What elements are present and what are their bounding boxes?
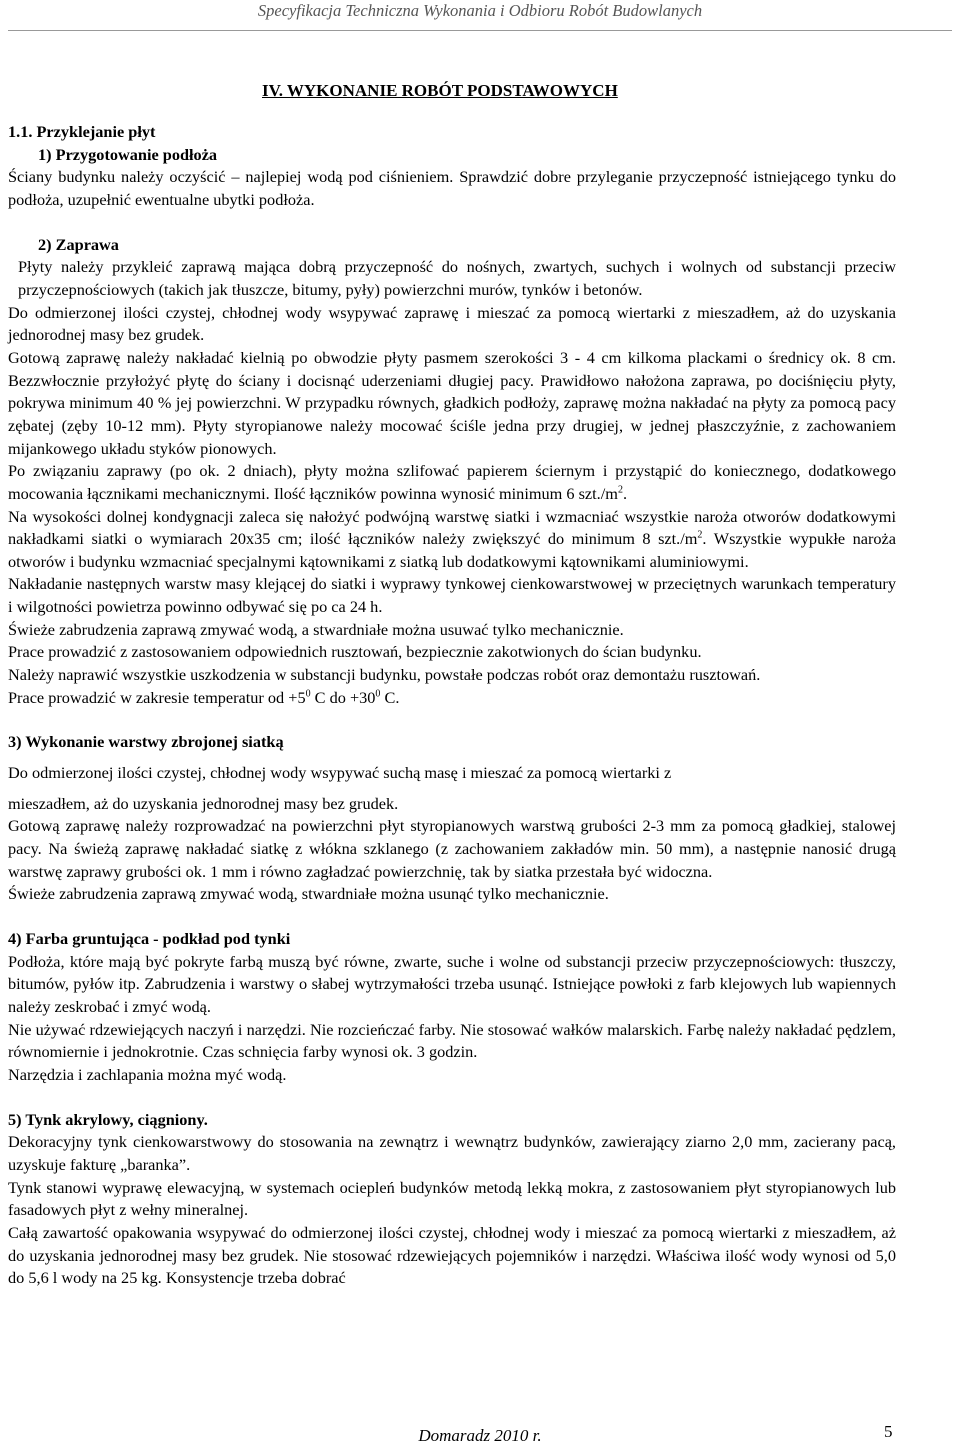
paragraph: Płyty należy przykleić zaprawą mająca dobrą przyczepność do nośnych, zwartych, suchych i wolnych od substancji przeciw przyczepnościowych (takich jak tłuszcze, bitumy, pyły) powierzchni murów, tynków i betonów. [18,257,896,299]
heading-3: 3) Wykonanie warstwy zbrojonej siatką [8,732,284,752]
paragraph: Do odmierzonej ilości czystej, chłodnej wody wsypywać suchą masę i mieszać za pomocą wiertarki z [8,763,672,783]
paragraph: Nie używać rdzewiejących naczyń i narzędzi. Nie rozcieńczać farby. Nie stosować wałków malarskich. Farbę należy nakładać pędzlem, równomiernie i jednokrotnie. Czas schnięcia farby wynosi ok. 3 godzin. [8,1019,896,1062]
paragraph: Prace prowadzić z zastosowaniem odpowiednich rusztowań, bezpiecznie zakotwionych do ścian budynku. [8,642,702,662]
paragraph-text: . [622,483,628,503]
paragraph: Całą zawartość opakowania wsypywać do odmierzonej ilości czystej, chłodnej wody i mieszać za pomocą wiertarki z mieszadłem, aż do uzyskania jednorodnej masy bez grudek. Nie stosować rdzewiejących pojemników i narzędzi. Właściwa ilość wody wynosi od 5,0 do 5,6 l wody na 25 kg. Konsystencje trzeba dobrać [8,1222,896,1288]
spacer [8,785,896,793]
paragraph: mieszadłem, aż do uzyskania jednorodnej masy bez grudek. [8,793,399,813]
spacer [8,709,896,731]
paragraph: Świeże zabrudzenia zaprawą zmywać wodą, a stwardniałe można usuwać tylko mechanicznie. [8,619,624,639]
paragraph-text: C do +30 [310,687,376,707]
paragraph-text: Ściany budynku należy oczyścić – najlepiej wodą pod ciśnieniem. Sprawdzić dobre przyleganie przyczepność istniejącego tynku do podłoża, uzupełnić ewentualne ubytki podłoża. [8,167,896,209]
page-number: 5 [884,1422,893,1441]
paragraph: Tynk stanowi wyprawę elewacyjną, w systemach ociepleń budynków metodą lekką mokra, z zastosowaniem płyt styropianowych lub fasadowych płyt z wełny mineralnej. [8,1177,896,1220]
heading-1-1: 1.1. Przyklejanie płyt [8,122,156,141]
paragraph: Gotową zaprawę należy nakładać kielnią po obwodzie płyty pasmem szerokości 3 - 4 cm kilkoma plackami o średnicy ok. 8 cm. Bezzwłocznie przyłożyć płytę do ściany i docisnąć uderzeniami długiej pacy. Prawidłowo nałożona zaprawa, po dociśnięciu płyty, pokrywa minimum 40 % jej powierzchni. W przypadku równych, gładkich podłoży, zaprawę można nakładać na płyty za pomocą pacy zębatej (zęby 10-12 mm). Płyty styropianowe należy mocować ściśle jedna przy drugiej, w jednej płaszczyźnie, z zachowaniem mijankowego układu styków pionowych. [8,347,896,458]
paragraph: Narzędzia i zachlapania można myć wodą. [8,1064,287,1084]
paragraph: Należy naprawić wszystkie uszkodzenia w substancji budynku, powstałe podczas robót oraz demontażu rusztowań. [8,665,761,685]
paragraph-text: Na wysokości dolnej kondygnacji zaleca się nałożyć podwójną warstwę siatki i wzmacniać wszystkie naroża otworów dodatkowymi nakładkami siatki o wymiarach 20x35 cm; ilość łączników należy zwiększyć do minimum 8 szt./m [8,506,896,549]
superscript: 0 [375,688,381,700]
paragraph: Nakładanie następnych warstw masy klejącej do siatki i wyprawy tynkowej cienkowarstwowej w przeciętnych warunkach temperatury i wilgotności powietrza powinno odbywać się po ca 24 h. [8,574,896,617]
running-header: Specyfikacja Techniczna Wykonania i Odbioru Robót Budowlanych [257,1,703,20]
superscript: 2 [617,484,623,496]
paragraph-text: . Wszystkie wypukłe naroża otworów i budynku wzmacniać specjalnymi kątownikami z siatką lub dodatkowymi kątownikami aluminiowymi. [8,529,896,571]
spacer [8,754,896,762]
paragraph-text: Prace prowadzić w zakresie temperatur od +5 [8,687,306,707]
subheading-przygotowanie: 1) Przygotowanie podłoża [38,144,218,164]
paragraph-text: C. [380,687,400,707]
paragraph [8,687,896,710]
header-rule [8,30,952,31]
paragraph [8,460,896,505]
paragraph: Świeże zabrudzenia zaprawą zmywać wodą, stwardniałe można usunąć tylko mechanicznie. [8,884,609,904]
paragraph [8,166,896,211]
spacer [8,906,896,928]
superscript: 2 [697,529,703,541]
superscript: 0 [305,688,311,700]
document-body [8,121,896,1290]
spacer [8,212,896,234]
footer-author: Domaradz 2010 r. [418,1426,542,1445]
heading-4: 4) Farba gruntująca - podkład pod tynki [8,929,291,948]
paragraph-text: Po związaniu zaprawy (po ok. 2 dniach), płyty można szlifować papierem ściernym i przystąpić do koniecznego, dodatkowego mocowania łącznikami mechanicznymi. Ilość łączników powinna wynosić minimum 6 szt./m [8,461,896,503]
heading-5: 5) Tynk akrylowy, ciągniony. [8,1109,208,1129]
paragraph: Gotową zaprawę należy rozprowadzać na powierzchni płyt styropianowych warstwą grubości 2-3 mm za pomocą gładkiej, stalowej pacy. Na świeżą zaprawę nakładać siatkę z włókna szklanego (z zachowaniem zakładów min. 50 mm), a następnie nanosić drugą warstwę zaprawy grubości ok. 1 mm i równo zagładzać powierzchnię, tak by siatka przestała być widoczna. [8,816,896,881]
paragraph: Podłoża, które mają być pokryte farbą muszą być równe, zwarte, suche i wolne od substancji przeciw przyczepnościowych: tłuszczy, bitumów, pyłów itp. Zabrudzenia i warstwy o słabej wytrzymałości trzeba usunąć. Istniejące powłoki z farb klejowych lub wapiennych należy zeskrobać i zmyć wodą. [8,951,896,1016]
paragraph: Dekoracyjny tynk cienkowarstwowy do stosowania na zewnątrz i wewnątrz budynków, zawierający ziarno 2,0 mm, zacierany pacą, uzyskuje fakturę „baranka”. [8,1132,896,1174]
paragraph: Do odmierzonej ilości czystej, chłodnej wody wsypywać zaprawę i mieszać za pomocą wiertarki z mieszadłem, aż do uzyskania jednorodnej masy bez grudek. [8,302,896,345]
spacer [8,1087,896,1109]
paragraph [8,506,896,574]
subheading-zaprawa: 2) Zaprawa [38,234,119,254]
section-title: IV. WYKONANIE ROBÓT PODSTAWOWYCH [262,81,618,100]
